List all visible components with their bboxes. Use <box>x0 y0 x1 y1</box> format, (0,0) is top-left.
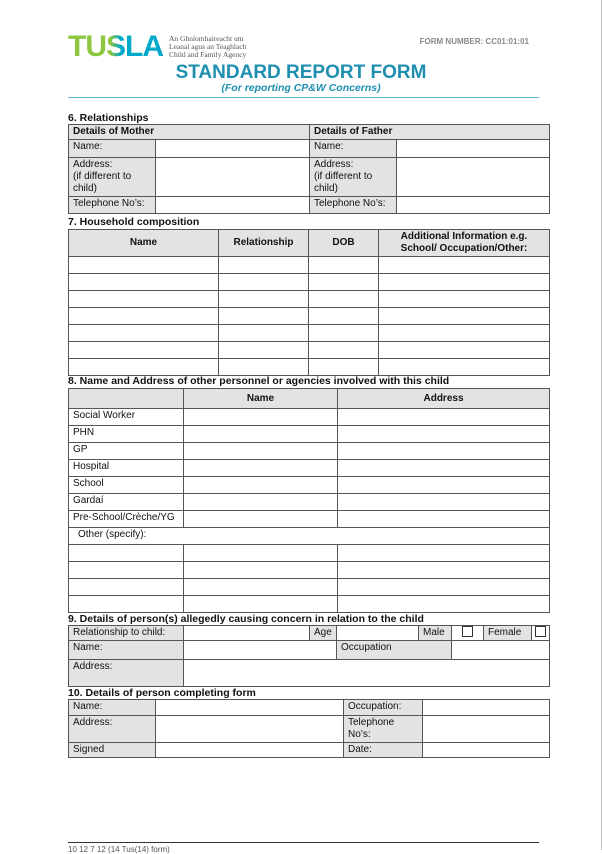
agency-label: GP <box>69 443 184 460</box>
household-col-name: Name <box>69 230 219 257</box>
tusla-logo <box>68 32 246 62</box>
page-title: STANDARD REPORT FORM <box>175 62 427 83</box>
table-row <box>69 409 550 426</box>
agencies-col-address: Address <box>338 389 550 409</box>
section-9-heading: 9. Details of person(s) allegedly causing concern in relation to the child <box>68 613 424 625</box>
agency-label: Hospital <box>69 460 184 477</box>
father-address-field[interactable] <box>397 158 550 197</box>
agency-label: School <box>69 477 184 494</box>
title-divider <box>68 97 539 98</box>
completer-address-field[interactable] <box>156 716 344 743</box>
concern-address-field[interactable] <box>184 660 550 687</box>
completer-address-label: Address: <box>69 716 156 743</box>
signed-field[interactable] <box>156 743 344 758</box>
table-row <box>69 511 550 528</box>
mother-telephone-label: Telephone No’s: <box>69 197 156 214</box>
table-row <box>69 562 550 579</box>
table-row <box>69 308 550 325</box>
concern-address-label: Address: <box>69 660 184 687</box>
mother-address-label: Address: (if different to child) <box>69 158 156 197</box>
mother-details-header: Details of Mother <box>69 125 310 140</box>
male-checkbox[interactable] <box>462 626 473 637</box>
completer-telephone-label: Telephone No’s: <box>344 716 423 743</box>
completer-occupation-field[interactable] <box>423 700 550 716</box>
concern-name-field[interactable] <box>184 641 337 660</box>
logo-wordmark <box>68 32 163 62</box>
table-row <box>69 274 550 291</box>
male-label: Male <box>419 626 452 641</box>
logo-text: TUSLA <box>68 30 163 63</box>
mother-telephone-field[interactable] <box>156 197 310 214</box>
table-row <box>69 579 550 596</box>
household-table <box>68 229 550 376</box>
table-row <box>69 545 550 562</box>
father-name-field[interactable] <box>397 140 550 158</box>
footer-text: 10 12 7 12 (14 Tus(14) form) <box>68 845 170 854</box>
agency-label: Social Worker <box>69 409 184 426</box>
logo-sub-english: Child and Family Agency <box>169 50 247 59</box>
date-field[interactable] <box>423 743 550 758</box>
father-address-label: Address: (if different to child) <box>310 158 397 197</box>
table-row <box>69 291 550 308</box>
table-row <box>69 325 550 342</box>
date-label: Date: <box>344 743 423 758</box>
other-specify-label: Other (specify): <box>69 528 550 545</box>
form-number: FORM NUMBER: CC01:01:01 <box>419 37 529 46</box>
age-field[interactable] <box>337 626 419 641</box>
father-telephone-field[interactable] <box>397 197 550 214</box>
logo-subtitle <box>169 35 246 59</box>
agency-label: Gardaí <box>69 494 184 511</box>
relationships-table <box>68 124 550 214</box>
concern-name-label: Name: <box>69 641 184 660</box>
table-row <box>69 342 550 359</box>
completer-name-label: Name: <box>69 700 156 716</box>
section-7-heading: 7. Household composition <box>68 216 200 228</box>
father-name-label: Name: <box>310 140 397 158</box>
page-subtitle: (For reporting CP&W Concerns) <box>221 82 381 94</box>
signed-label: Signed <box>69 743 156 758</box>
completer-occupation-label: Occupation: <box>344 700 423 716</box>
table-row <box>69 359 550 376</box>
table-row <box>69 443 550 460</box>
table-row <box>69 426 550 443</box>
household-col-dob: DOB <box>309 230 379 257</box>
footer-divider <box>68 842 539 843</box>
agencies-col-role <box>69 389 184 409</box>
household-col-relationship: Relationship <box>219 230 309 257</box>
mother-name-field[interactable] <box>156 140 310 158</box>
mother-address-field[interactable] <box>156 158 310 197</box>
concern-person-table <box>68 625 550 687</box>
completer-table <box>68 699 550 758</box>
age-label: Age <box>310 626 337 641</box>
section-8-heading: 8. Name and Address of other personnel or agencies involved with this child <box>68 375 450 387</box>
relationship-to-child-label: Relationship to child: <box>69 626 184 641</box>
section-10-heading: 10. Details of person completing form <box>68 687 256 699</box>
relationship-to-child-field[interactable] <box>184 626 310 641</box>
section-6-heading: 6. Relationships <box>68 112 149 124</box>
completer-telephone-field[interactable] <box>423 716 550 743</box>
table-row <box>69 257 550 274</box>
father-details-header: Details of Father <box>310 125 550 140</box>
table-row <box>69 477 550 494</box>
agencies-col-name: Name <box>184 389 338 409</box>
table-row <box>69 494 550 511</box>
logo-sub-irish-1: An Ghníomhaireacht um <box>169 34 244 43</box>
agency-label: PHN <box>69 426 184 443</box>
agency-label: Pre-School/Crèche/YG <box>69 511 184 528</box>
agencies-table <box>68 388 550 613</box>
female-label: Female <box>484 626 532 641</box>
occupation-label: Occupation <box>337 641 452 660</box>
household-col-additional-info: Additional Information e.g. School/ Occupation/Other: <box>379 230 550 257</box>
occupation-field[interactable] <box>452 641 550 660</box>
completer-name-field[interactable] <box>156 700 344 716</box>
mother-name-label: Name: <box>69 140 156 158</box>
table-row <box>69 596 550 613</box>
table-row <box>69 460 550 477</box>
father-telephone-label: Telephone No’s: <box>310 197 397 214</box>
logo-sub-irish-2: Leanaí agus an Teaghlach <box>169 42 247 51</box>
female-checkbox[interactable] <box>535 626 546 637</box>
